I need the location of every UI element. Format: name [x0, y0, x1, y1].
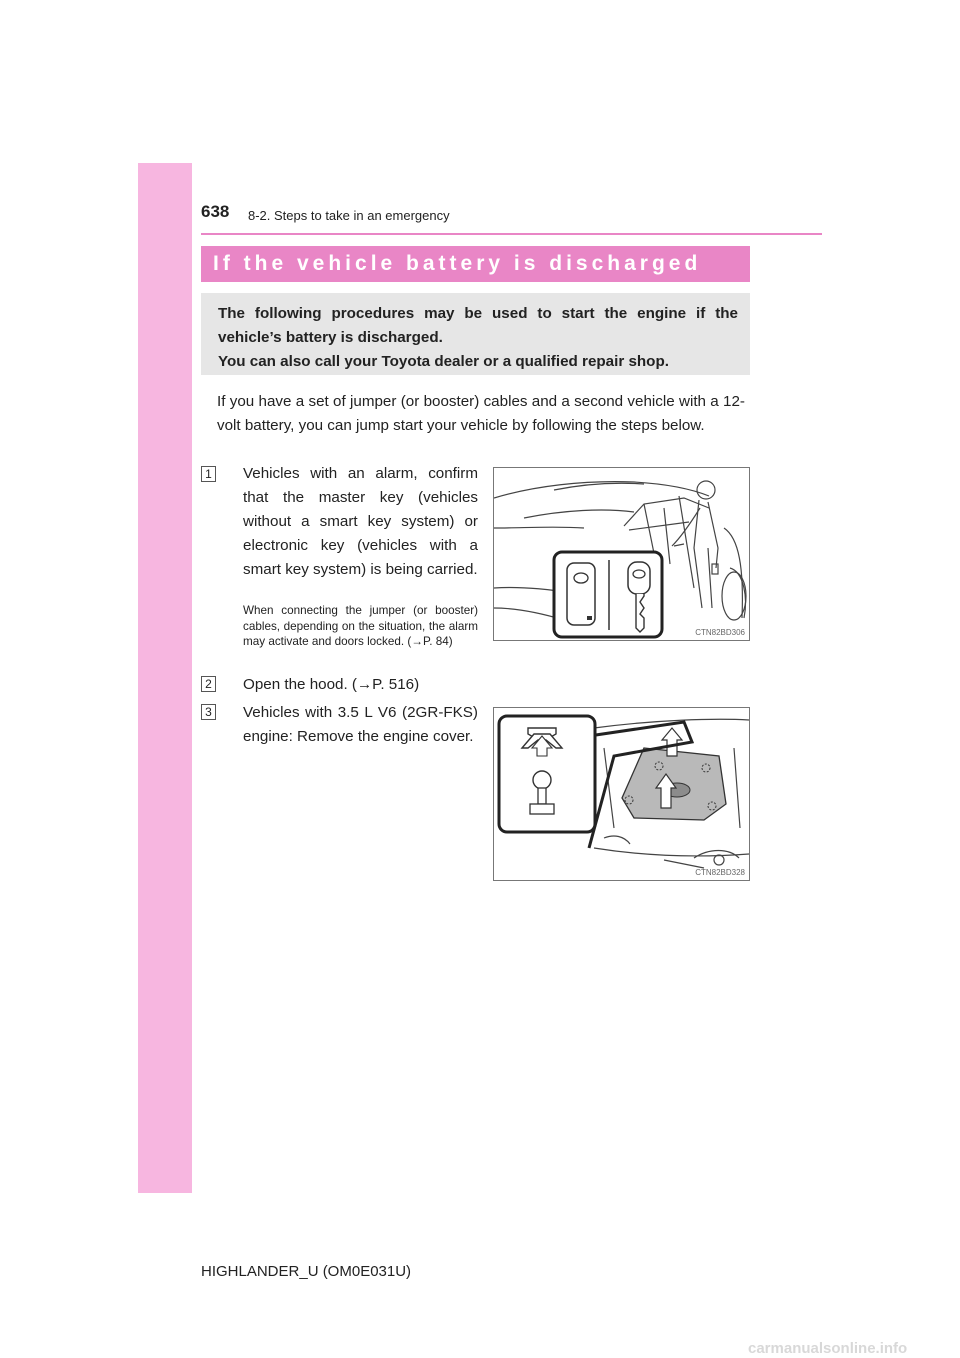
vehicle-and-keys-illustration [494, 468, 749, 640]
step-1-note: When connecting the jumper (or booster) cables, depending on the situation, the alarm may activate and doors locked. (→P. 84) [243, 604, 478, 648]
section-title: If the vehicle battery is discharged [201, 246, 750, 282]
page-number: 638 [201, 202, 230, 221]
step-number-badge: 3 [201, 704, 216, 720]
chapter-title: 8-2. Steps to take in an emergency [248, 208, 450, 223]
figure-code: CTN82BD306 [695, 628, 745, 637]
page-footer: HIGHLANDER_U (OM0E031U) [201, 1263, 412, 1280]
intro-box [201, 293, 750, 375]
body-paragraph: If you have a set of jumper (or booster) cables and a second vehicle with a 12-volt battery, you can jump start your vehicle by following the steps below. [217, 393, 745, 434]
intro-line: The following procedures may be used to start the engine if the [218, 305, 738, 322]
figure-code: CTN82BD328 [695, 868, 745, 877]
chapter-sidebar [138, 163, 192, 1193]
watermark: carmanualsonline.info [748, 1340, 908, 1357]
step-3-text: Vehicles with 3.5 L V6 (2GR-FKS) engine: Remove the engine cover. [243, 704, 478, 745]
step-2-text: Open the hood. (→P. 516) [243, 676, 420, 693]
key-illustration [493, 467, 750, 641]
intro-line: vehicle’s battery is discharged. [218, 329, 443, 346]
step-1-text: Vehicles with an alarm, confirm that the master key (vehicles without a smart key system) or electronic key (vehicles with a smart key system) is being carried. [243, 465, 478, 578]
header-rule [201, 233, 822, 235]
engine-cover-illustration [493, 707, 750, 881]
step-number-badge: 2 [201, 676, 216, 692]
engine-cover-removal-illustration [494, 708, 749, 880]
step-number-badge: 1 [201, 466, 216, 482]
intro-line: You can also call your Toyota dealer or a qualified repair shop. [218, 353, 669, 370]
